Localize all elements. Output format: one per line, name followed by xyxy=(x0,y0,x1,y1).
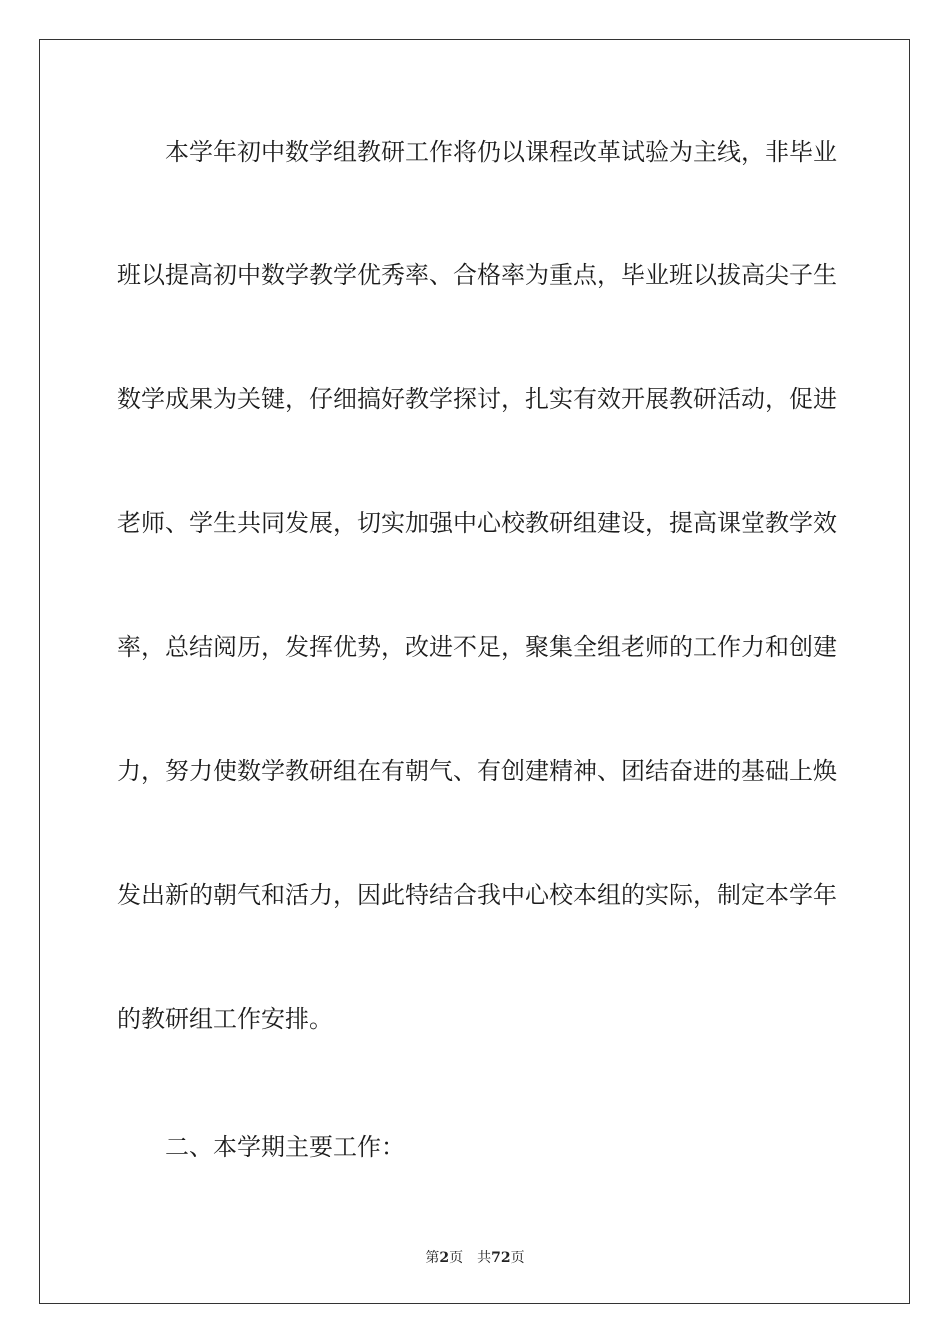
paragraph-line-1: 本学年初中数学组教研工作将仍以课程改革试验为主线，非毕业 xyxy=(165,138,837,166)
paragraph-line-7: 发出新的朝气和活力，因此特结合我中心校本组的实际，制定本学年 xyxy=(117,881,837,909)
paragraph-line-6: 力，努力使数学教研组在有朝气、有创建精神、团结奋进的基础上焕 xyxy=(117,757,837,785)
footer-page-suffix: 页 xyxy=(449,1250,464,1266)
paragraph-line-5: 率，总结阅历，发挥优势，改进不足，聚集全组老师的工作力和创建 xyxy=(117,633,837,661)
footer-total-suffix: 页 xyxy=(510,1250,525,1266)
footer-page-prefix: 第 xyxy=(425,1250,440,1266)
footer-total-pages: 72 xyxy=(491,1250,511,1266)
section-heading: 二、本学期主要工作： xyxy=(165,1133,405,1161)
paragraph-line-2: 班以提高初中数学教学优秀率、合格率为重点，毕业班以拔高尖子生 xyxy=(117,261,837,289)
footer-page-number: 2 xyxy=(439,1250,450,1266)
page-footer xyxy=(0,1249,950,1267)
footer-total-prefix: 共 xyxy=(477,1250,492,1266)
paragraph-line-3: 数学成果为关键，仔细搞好教学探讨，扎实有效开展教研活动，促进 xyxy=(117,385,837,413)
page-border xyxy=(39,39,910,1304)
paragraph-line-8: 的教研组工作安排。 xyxy=(117,1005,333,1033)
paragraph-line-4: 老师、学生共同发展，切实加强中心校教研组建设，提高课堂教学效 xyxy=(117,509,837,537)
